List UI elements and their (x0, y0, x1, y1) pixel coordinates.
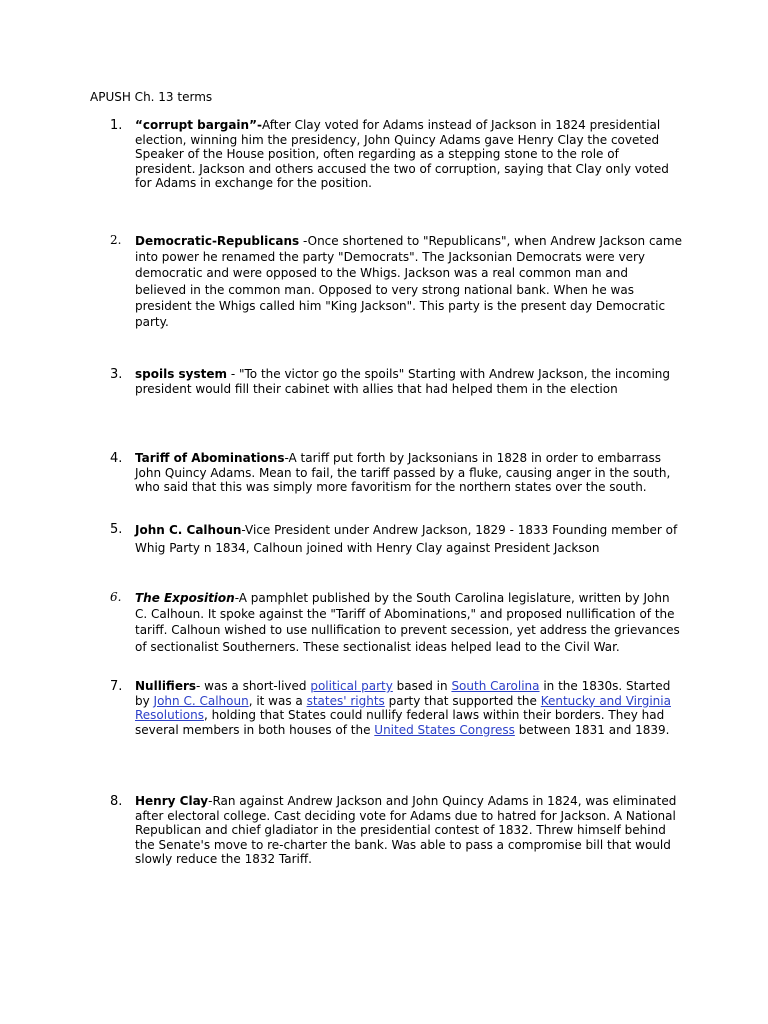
item-number: 6. (110, 590, 122, 604)
link-john-c-calhoun[interactable]: John C. Calhoun (153, 693, 249, 708)
item-number: 4. (110, 451, 123, 466)
term: Nullifiers (135, 679, 197, 693)
list-item (110, 794, 682, 867)
definition: After Clay voted for Adams instead of Jackson in 1824 presidential election, winning him the presidency, John Quincy Adams gave Henry Clay the coveted Speaker of the House position, often regarding as a stepping stone to the role of president. Jackson and others accused the two of corruption, saying that Clay only voted for Adams in exchange for the position. (135, 118, 669, 191)
link-political-party[interactable]: political party (310, 679, 393, 693)
definition-text: based in (392, 679, 452, 693)
item-number: 2. (110, 233, 122, 247)
link-south-carolina[interactable]: South Carolina (451, 679, 540, 693)
link-states-rights[interactable]: states' rights (306, 693, 385, 708)
term: The Exposition (135, 591, 235, 605)
definition: -Vice President under Andrew Jackson, 1829 - 1833 Founding member of Whig Party n 1834, Calhoun joined with Henry Clay against President Jackson (135, 523, 678, 555)
item-number: 8. (110, 794, 123, 809)
definition: -A tariff put forth by Jacksonians in 1828 in order to embarrass John Quincy Adams. Mean to fail, the tariff passed by a fluke, causing anger in the south, who said that this was simply more favoritism for the northern states over the south. (135, 451, 671, 495)
list-item (110, 522, 682, 557)
definition-text: , holding that States could nullify federal laws within their borders. They had several members in both houses of the (135, 708, 665, 737)
definition-text: - was a short-lived (196, 679, 311, 693)
definition-text: party that supported the (384, 693, 541, 708)
definition: -Once shortened to "Republicans", when Andrew Jackson came into power he renamed the party "Democrats". The Jacksonian Democrats were very democratic and were opposed to the Whigs. Jackson was a real common man and believed in the common man. Opposed to very strong national bank. When he was president the Whigs called him "King Jackson". This party is the present day Democratic party. (135, 234, 682, 330)
list-item (110, 679, 682, 737)
item-number: 1. (110, 118, 123, 133)
definition: -A pamphlet published by the South Carolina legislature, written by John C. Calhoun. It spoke against the "Tariff of Abominations," and proposed nullification of the tariff. Calhoun wished to use nullification to prevent secession, yet address the grievances of sectionalist Southerners. These sectionalist ideas helped lead to the Civil War. (135, 591, 680, 654)
list-item (110, 367, 682, 396)
definition: - "To the victor go the spoils" Starting with Andrew Jackson, the incoming president would fill their cabinet with allies that had helped them in the election (135, 367, 670, 396)
term: Henry Clay (135, 794, 209, 808)
item-number: 3. (110, 367, 123, 382)
link-united-states-congress[interactable]: United States Congress (374, 722, 515, 737)
term: Tariff of Abominations (135, 451, 285, 465)
term: John C. Calhoun (135, 523, 242, 537)
link-kentucky-virginia-resolutions[interactable]: Kentucky and Virginia Resolutions (135, 693, 671, 723)
definition: -Ran against Andrew Jackson and John Quincy Adams in 1824, was eliminated after electoral college. Cast deciding vote for Adams due to hatred for Jackson. A National Republican and chief gladiator in the presidential contest of 1832. Threw himself behind the Senate's move to re-charter the bank. Was able to pass a compromise bill that would slowly reduce the 1832 Tariff. (135, 794, 677, 867)
page-title: APUSH Ch. 13 terms (90, 90, 213, 104)
item-number: 5. (110, 522, 123, 537)
term: Democratic-Republicans (135, 234, 300, 248)
definition-text: between 1831 and 1839. (514, 722, 670, 737)
list-item (110, 451, 682, 495)
list-item (110, 590, 682, 655)
list-item (110, 118, 682, 191)
term: “corrupt bargain”- (135, 118, 262, 132)
term: spoils system (135, 367, 228, 381)
item-number: 7. (110, 679, 123, 694)
list-item (110, 233, 682, 330)
definition-text: in the 1830s. Started by (135, 679, 671, 708)
definition-text: , it was a (248, 693, 307, 708)
